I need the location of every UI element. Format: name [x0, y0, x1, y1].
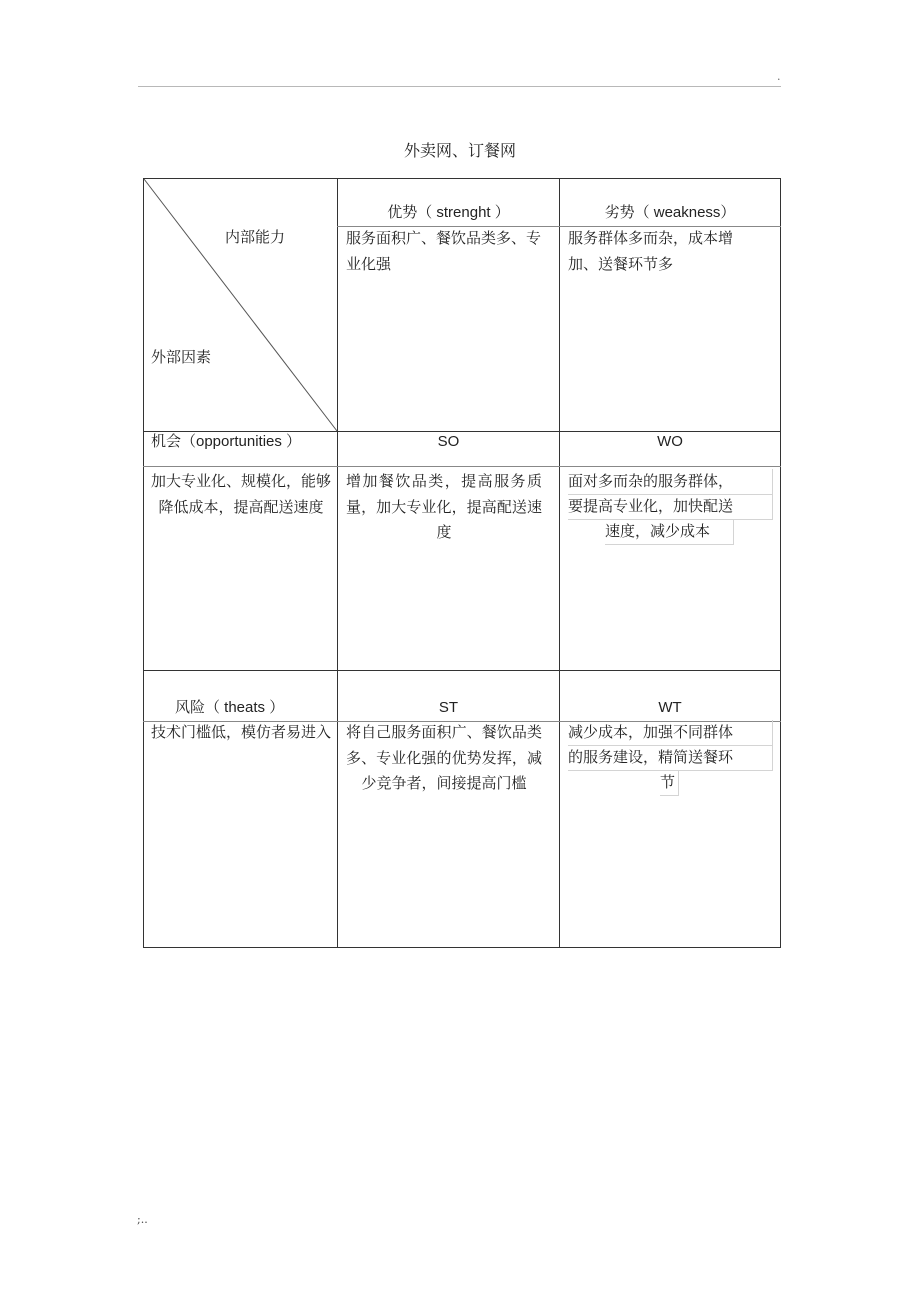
- st-label: ST: [438, 699, 459, 716]
- so-label: SO: [437, 433, 460, 450]
- wt-label: WT: [658, 699, 682, 716]
- wt-text-line-1: 减少成本，加强不同群体: [568, 720, 773, 746]
- wo-text-line-2: 要提高专业化，加快配送: [568, 494, 773, 520]
- row-divider-opportunity-sub: [143, 466, 781, 467]
- opportunity-label: 机会（opportunities ）: [151, 433, 302, 450]
- st-text: 将自己服务面积广、餐饮品类多、专业化强的优势发挥，减少竞争者，间接提高门槛: [346, 723, 542, 792]
- corner-internal-label: 内部能力: [225, 228, 286, 246]
- table-border-right: [780, 178, 781, 948]
- so-text: 增加餐饮品类，提高服务质量，加大专业化，提高配送速度: [346, 472, 542, 541]
- footer-mark: ;..: [137, 1213, 148, 1226]
- row-divider-threat: [143, 670, 781, 671]
- wt-text-line-2: 的服务建设，精简送餐环: [568, 745, 773, 771]
- header-rule: [138, 86, 781, 87]
- wt-text-line-3: 节: [660, 770, 679, 796]
- threat-text: 技术门槛低，模仿者易进入: [151, 723, 332, 741]
- corner-external-label: 外部因素: [151, 348, 212, 366]
- opportunity-text: 加大专业化、规模化，能够降低成本，提高配送速度: [151, 472, 332, 516]
- wo-text-line-1: 面对多而杂的服务群体，: [568, 469, 773, 495]
- weakness-text: 服务群体多而杂，成本增加、送餐环节多: [568, 229, 734, 273]
- corner-diagonal: [143, 178, 339, 434]
- strength-text: 服务面积广、餐饮品类多、专业化强: [346, 229, 542, 273]
- threat-label: 风险（ theats ）: [175, 699, 285, 716]
- wo-label: WO: [657, 433, 683, 450]
- weakness-header: 劣势（ weakness）: [604, 204, 736, 221]
- column-divider-2: [559, 178, 560, 948]
- swot-table: [143, 178, 781, 948]
- strength-header: 优势（ strenght ）: [387, 204, 510, 221]
- table-border-bottom: [143, 947, 781, 948]
- page-title: 外卖网、订餐网: [403, 141, 516, 160]
- header-mark: .: [777, 70, 781, 83]
- wo-text-line-3: 速度，减少成本: [605, 519, 734, 545]
